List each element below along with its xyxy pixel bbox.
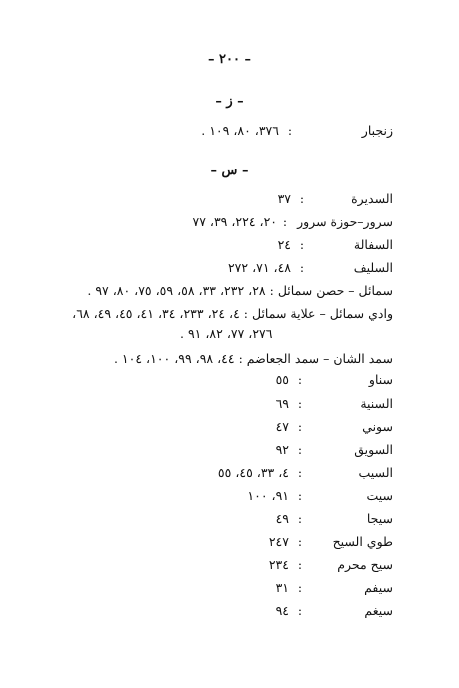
entry-refs: ٤٤، ٩٨، ٩٩، ١٠٠، ١٠٤ .: [113, 351, 235, 366]
entry-separator: :: [297, 396, 303, 411]
entry-name: سناو: [368, 372, 393, 387]
index-entry: [201, 121, 393, 141]
entry-refs: ٩٤: [275, 603, 289, 618]
entry-separator: :: [297, 557, 303, 572]
index-entry: [36, 304, 393, 324]
entry-name: وادي سمائل – علاية سمائل: [251, 306, 393, 321]
entry-separator: :: [287, 123, 293, 138]
entry-separator: :: [297, 419, 303, 434]
index-entry: [278, 235, 393, 255]
entry-separator: :: [297, 372, 303, 387]
entry-name: السفالة: [353, 237, 393, 252]
entry-refs: ٢٣٤: [268, 557, 289, 572]
entry-separator: :: [297, 488, 303, 503]
index-entry: [276, 394, 393, 414]
entry-refs: ٩٢: [275, 442, 289, 457]
entry-separator: :: [297, 511, 303, 526]
entry-separator: :: [299, 237, 305, 252]
entry-refs: ٤، ٢٤، ٢٣٣، ٣٤، ٤١، ٤٥، ٤٩، ٦٨،: [72, 306, 240, 321]
entry-name: سمد الشان – سمد الجعاضم: [246, 351, 393, 366]
index-entry: [276, 440, 393, 460]
index-entry: [36, 349, 393, 369]
entry-separator: :: [269, 283, 274, 298]
index-entry: [228, 258, 393, 278]
entry-refs: ٢٧٦، ٧٧، ٨٢، ٩١ .: [180, 326, 273, 341]
entry-name: سوني: [362, 419, 393, 434]
entry-separator: :: [299, 191, 305, 206]
entry-refs: ٢٤٧: [268, 534, 289, 549]
index-entry: [218, 463, 393, 483]
entry-refs: ٢٠، ٢٢٤، ٣٩، ٧٧: [192, 214, 277, 229]
entry-refs: ٦٩: [275, 396, 289, 411]
entry-name: سرور–حوزة سرور: [297, 214, 393, 229]
entry-name: سمائل – حصن سمائل: [277, 283, 393, 298]
index-entry: [276, 601, 393, 621]
entry-separator: :: [238, 351, 243, 366]
index-entry: [192, 212, 393, 232]
entry-name: السويق: [354, 442, 393, 457]
entry-name: سيجا: [366, 511, 393, 526]
entry-name: السديرة: [351, 191, 393, 206]
index-entry: [269, 532, 393, 552]
entry-separator: :: [282, 214, 288, 229]
page-number: – ٢٠٠ –: [207, 52, 251, 67]
entry-refs: ٣٧٦، ٨٠، ١٠٩ .: [201, 123, 279, 138]
entry-separator: :: [297, 580, 303, 595]
index-entry: [269, 555, 393, 575]
index-entry: [276, 370, 393, 390]
index-entry: [36, 281, 393, 301]
entry-refs: ٤، ٣٣، ٤٥، ٥٥: [217, 465, 289, 480]
entry-refs: ٢٨، ٢٣٢، ٣٣، ٥٨، ٥٩، ٧٥، ٨٠، ٩٧ .: [87, 283, 266, 298]
index-entry: [247, 486, 393, 506]
entry-refs: ٩١، ١٠٠: [247, 488, 289, 503]
entry-refs: ٥٥: [275, 372, 289, 387]
entry-name: زنجبار: [361, 123, 393, 138]
index-entry: [278, 189, 393, 209]
entry-separator: :: [243, 306, 248, 321]
index-entry-continuation: [180, 324, 393, 344]
section-heading-sin: – س –: [210, 163, 249, 178]
entry-name: طوي السيح: [332, 534, 393, 549]
index-entry: [276, 578, 393, 598]
section-heading-zay: – ز –: [215, 94, 244, 109]
index-entry: [276, 509, 393, 529]
entry-refs: ٣٧: [277, 191, 291, 206]
entry-refs: ٢٤: [277, 237, 291, 252]
entry-refs: ٤٨، ٧١، ٢٧٢: [227, 260, 291, 275]
entry-refs: ٤٩: [275, 511, 289, 526]
entry-refs: ٤٧: [275, 419, 289, 434]
entry-separator: :: [297, 603, 303, 618]
entry-name: السيب: [358, 465, 393, 480]
entry-name: سيفم: [364, 580, 393, 595]
index-entry: [276, 417, 393, 437]
entry-separator: :: [297, 442, 303, 457]
entry-name: سيت: [366, 488, 393, 503]
entry-separator: :: [297, 534, 303, 549]
entry-separator: :: [299, 260, 305, 275]
entry-name: سيغم: [364, 603, 393, 618]
entry-name: السنية: [360, 396, 393, 411]
entry-name: سيح محرم: [337, 557, 393, 572]
entry-refs: ٣١: [275, 580, 289, 595]
entry-separator: :: [297, 465, 303, 480]
entry-name: السليف: [353, 260, 393, 275]
